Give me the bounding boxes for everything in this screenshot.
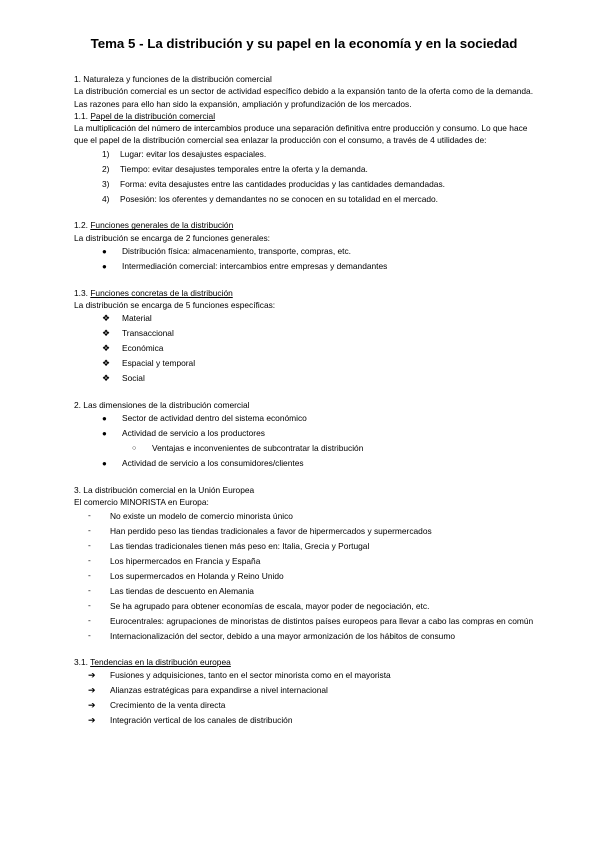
list-item: - Los supermercados en Holanda y Reino Unido bbox=[74, 568, 534, 583]
list-item: - Eurocentrales: agrupaciones de minoristas de distintos países europeos para llevar a cabo las compras en común bbox=[74, 613, 534, 628]
list-subitem: ○ Ventajas e inconvenientes de subcontratar la distribución bbox=[74, 441, 534, 456]
section-2-heading: 2. Las dimensiones de la distribución comercial bbox=[74, 399, 250, 410]
dash-bullet-icon: - bbox=[88, 525, 91, 536]
list-item: 4) Posesión: los oferentes y demandantes no se conocen en su totalidad en el mercado. bbox=[102, 193, 438, 204]
dash-bullet-icon: - bbox=[88, 540, 91, 551]
list-item: ➔ Crecimiento de la venta directa bbox=[74, 698, 534, 713]
list-item: ➔ Alianzas estratégicas para expandirse a nivel internacional bbox=[74, 683, 534, 698]
dash-bullet-icon: - bbox=[88, 600, 91, 611]
section-1-1-heading bbox=[74, 110, 534, 122]
list-item: ● Actividad de servicio a los consumidores/clientes bbox=[74, 456, 534, 471]
list-item: - Las tiendas tradicionales tienen más peso en: Italia, Grecia y Portugal bbox=[74, 538, 534, 553]
section-1-2-title: Funciones generales de la distribución bbox=[90, 220, 234, 231]
diamond-bullet-icon: ❖ bbox=[102, 373, 111, 384]
diamond-bullet-icon: ❖ bbox=[102, 328, 111, 339]
bullet-icon: ● bbox=[102, 246, 107, 256]
list-item: ● Actividad de servicio a los productores bbox=[74, 426, 534, 441]
arrow-right-icon: ➔ bbox=[88, 715, 96, 726]
circle-bullet-icon: ○ bbox=[132, 445, 137, 453]
section-3-1-heading bbox=[74, 656, 534, 668]
diamond-bullet-icon: ❖ bbox=[102, 313, 111, 324]
dash-bullet-icon: - bbox=[88, 570, 91, 581]
list-item: ❖ Espacial y temporal bbox=[74, 356, 534, 371]
list-item: ❖ Material bbox=[74, 311, 534, 326]
bullet-icon: ● bbox=[102, 261, 107, 271]
section-3-heading: 3. La distribución comercial en la Unión Europea bbox=[74, 484, 255, 495]
list-item: ❖ Social bbox=[74, 371, 534, 386]
list-item: ➔ Fusiones y adquisiciones, tanto en el sector minorista como en el mayorista bbox=[74, 668, 534, 683]
document-title: Tema 5 - La distribución y su papel en la economía y en la sociedad bbox=[90, 36, 518, 51]
section-1-3-number: 1.3. bbox=[74, 287, 88, 298]
list-item: 1) Lugar: evitar los desajustes espaciales. bbox=[102, 148, 267, 159]
section-3-1-title: Tendencias en la distribución europea bbox=[90, 656, 231, 667]
arrow-right-icon: ➔ bbox=[88, 670, 96, 681]
section-3-1-number: 3.1. bbox=[74, 656, 88, 667]
section-1-2-number: 1.2. bbox=[74, 220, 88, 231]
bullet-icon: ● bbox=[102, 414, 107, 424]
list-item: ● Intermediación comercial: intercambios entre empresas y demandantes bbox=[74, 259, 534, 274]
list-item: 3) Forma: evita desajustes entre las cantidades producidas y las cantidades demandadas. bbox=[102, 178, 445, 189]
list-item: - Las tiendas de descuento en Alemania bbox=[74, 583, 534, 598]
diamond-bullet-icon: ❖ bbox=[102, 358, 111, 369]
diamond-bullet-icon: ❖ bbox=[102, 343, 111, 354]
document-page bbox=[74, 36, 534, 728]
section-1-1-number: 1.1. bbox=[74, 110, 88, 121]
bullet-icon: ● bbox=[102, 459, 107, 469]
bullet-icon: ● bbox=[102, 429, 107, 439]
section-1-3-heading bbox=[74, 287, 534, 299]
section-1-paragraph: La distribución comercial es un sector de actividad específico debido a la expansión tanto de la oferta como de la demanda. Las razones para ello han sido la expansión, ampliación y profundización de los mercados. bbox=[74, 86, 534, 109]
section-1-1-paragraph: La multiplicación del número de intercambios produce una separación definitiva entre producción y consumo. Lo que hace que el papel de la distribución comercial sea enlazar la producción con el consumo, a través de 4 utilidades de: bbox=[74, 123, 528, 146]
dash-bullet-icon: - bbox=[88, 615, 91, 626]
section-1-heading: 1. Naturaleza y funciones de la distribución comercial bbox=[74, 74, 272, 84]
dash-bullet-icon: - bbox=[88, 630, 91, 641]
dash-bullet-icon: - bbox=[88, 510, 91, 521]
section-3-intro: El comercio MINORISTA en Europa: bbox=[74, 496, 209, 507]
section-1-1-title: Papel de la distribución comercial bbox=[90, 110, 216, 121]
dash-bullet-icon: - bbox=[88, 585, 91, 596]
section-1-3-intro: La distribución se encarga de 5 funciones específicas: bbox=[74, 299, 276, 310]
list-item: - Internacionalización del sector, debido a una mayor armonización de los hábitos de consumo bbox=[74, 628, 534, 643]
arrow-right-icon: ➔ bbox=[88, 685, 96, 696]
arrow-right-icon: ➔ bbox=[88, 700, 96, 711]
list-item: ❖ Económica bbox=[74, 341, 534, 356]
section-1-3-title: Funciones concretas de la distribución bbox=[90, 287, 233, 298]
list-item: ● Sector de actividad dentro del sistema económico bbox=[74, 411, 534, 426]
list-item: ● Distribución física: almacenamiento, transporte, compras, etc. bbox=[74, 244, 534, 259]
section-1-2-intro: La distribución se encarga de 2 funciones generales: bbox=[74, 232, 271, 243]
section-1-2-heading bbox=[74, 219, 534, 231]
list-item: - Se ha agrupado para obtener economías de escala, mayor poder de negociación, etc. bbox=[74, 598, 534, 613]
list-item: ❖ Transaccional bbox=[74, 326, 534, 341]
list-item: 2) Tiempo: evitar desajustes temporales entre la oferta y la demanda. bbox=[102, 163, 368, 174]
list-item: - No existe un modelo de comercio minorista único bbox=[74, 508, 534, 523]
dash-bullet-icon: - bbox=[88, 555, 91, 566]
list-item: ➔ Integración vertical de los canales de distribución bbox=[74, 713, 534, 728]
list-item: - Los hipermercados en Francia y España bbox=[74, 553, 534, 568]
list-item: - Han perdido peso las tiendas tradicionales a favor de hipermercados y supermercados bbox=[74, 523, 534, 538]
